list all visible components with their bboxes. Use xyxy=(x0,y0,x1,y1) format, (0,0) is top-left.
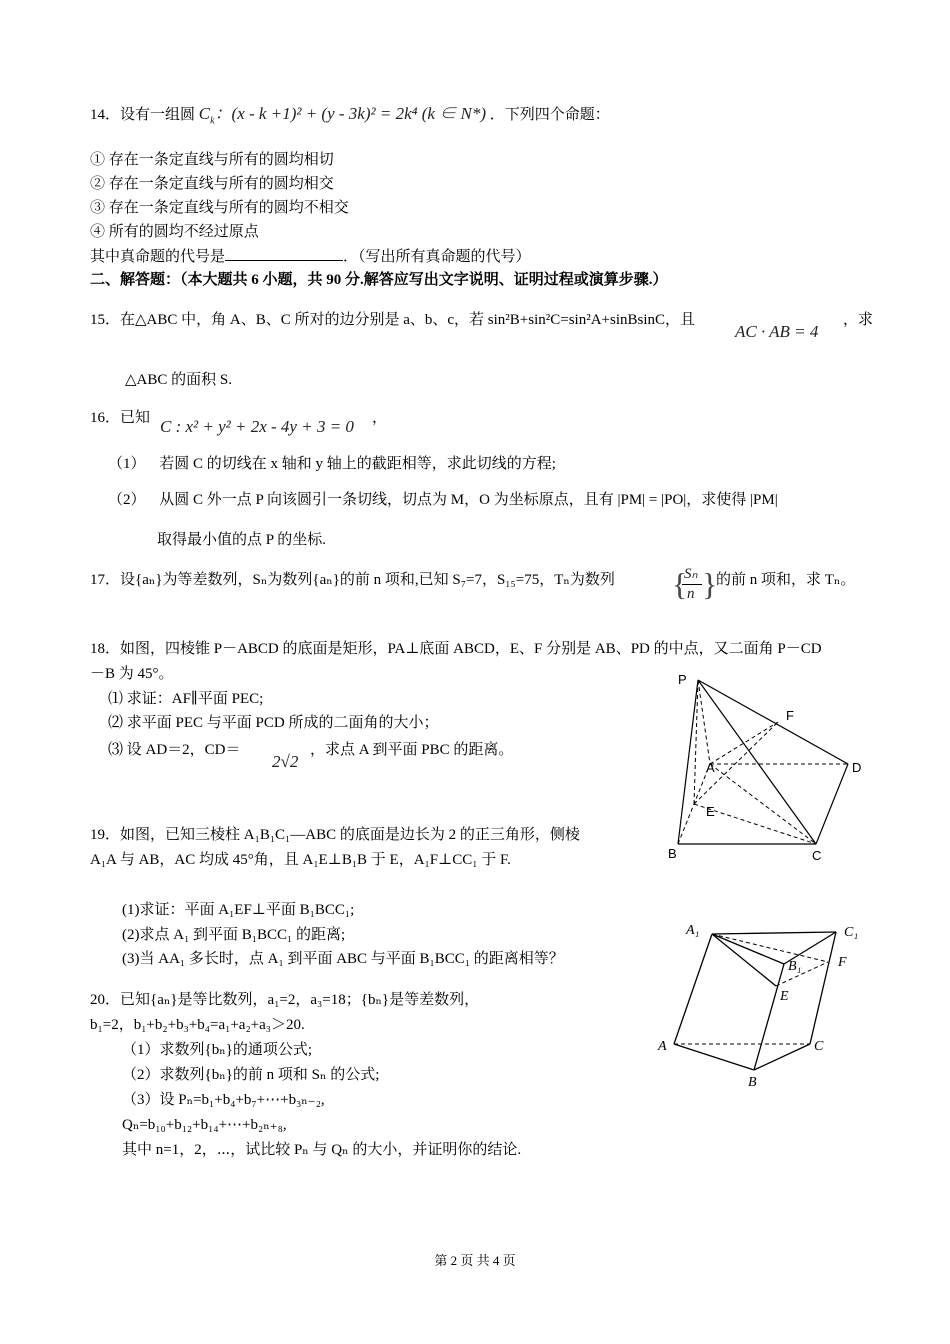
q19-label-b: B xyxy=(748,1075,757,1090)
q16-part-2 xyxy=(108,490,778,510)
q16-header xyxy=(90,408,150,428)
q16-part-1 xyxy=(108,454,556,474)
q19-line-1: 19．如图，已知三棱柱 A₁B₁C₁—ABC 的底面是边长为 2 的正三角形，侧棱 xyxy=(90,827,580,843)
q14-item-2: ② 存在一条定直线与所有的圆均相交 xyxy=(90,176,334,192)
q18-label-c: C xyxy=(812,848,822,863)
q19-label-e: E xyxy=(780,989,789,1004)
q14-item-4: ④ 所有的圆均不经过原点 xyxy=(90,224,259,240)
q15-line-2: △ABC 的面积 S. xyxy=(125,372,232,388)
q15-line-1 xyxy=(90,310,695,330)
q18-label-e: E xyxy=(706,804,715,819)
q19-label-f: F xyxy=(838,955,847,970)
q18-line-2: －B 为 45°。 xyxy=(90,666,174,682)
q14-intro: 14．设有一组圆 xyxy=(90,107,196,123)
q14-item-1: ① 存在一条定直线与所有的圆均相切 xyxy=(90,152,334,168)
q15-tail: ，求 xyxy=(843,312,874,328)
q18-sub-3 xyxy=(108,740,241,760)
q18-sub-3-a: ⑶ 设 AD＝2，CD＝ xyxy=(108,742,241,758)
q14-answer-suffix: ．（写出所有真命题的代号） xyxy=(343,249,531,265)
q14-answer-blank xyxy=(225,246,343,261)
q18-label-d: D xyxy=(852,760,862,775)
q19-line-2: A₁A 与 AB，AC 均成 45°角，且 A₁E⊥B₁B 于 E，A₁F⊥CC₁ 于 F. xyxy=(90,852,511,868)
q20-sub-4: Qₙ=b₁₀+b₁₂+b₁₄+⋯+b₂ₙ₊₈, xyxy=(122,1117,287,1133)
q16-part-2-line-2: 取得最小值的点 P 的坐标. xyxy=(157,532,327,548)
q16-part-1-number: （1） xyxy=(108,456,146,472)
q16-part-1-text: 若圆 C 的切线在 x 轴和 y 轴上的截距相等，求此切线的方程; xyxy=(159,456,556,472)
q19-sub-1: (1)求证：平面 A₁EF⊥平面 B₁BCC₁; xyxy=(122,902,355,918)
q20-sub-5: 其中 n=1，2，⋯，试比较 Pₙ 与 Qₙ 的大小，并证明你的结论. xyxy=(122,1142,522,1158)
q17-fraction: { Sₙ n } xyxy=(672,566,718,602)
q20-sub-1: （1）求数列{bₙ}的通项公式; xyxy=(122,1042,313,1058)
q15-text: 15．在△ABC 中，角 A、B、C 所对的边分别是 a、b、c，若 sin²B+sin²C=sin²A+sinBsinC，且 xyxy=(90,312,696,328)
q20-sub-2: （2）求数列{bₙ}的前 n 项和 Sₙ 的公式; xyxy=(122,1067,380,1083)
q16-tail: ， xyxy=(372,410,388,426)
q14-answer-line xyxy=(90,246,531,267)
q14-formula: $C_k$：(x - k +1)² + (y - 3k)² = 2k⁴ (k ∈ N*) xyxy=(198,104,486,127)
q18-sub-2: ⑵ 求平面 PEC 与平面 PCD 所成的二面角的大小； xyxy=(108,715,439,731)
q18-label-b: B xyxy=(668,846,677,861)
q15-formula: AC · AB = 4 xyxy=(735,322,819,341)
q18-pyramid-figure xyxy=(660,664,870,864)
q17-tail: 的前 n 项和，求 Tₙ。 xyxy=(716,572,856,588)
q20-line-1: 20．已知{aₙ}是等比数列，a₁=2，a₃=18；{bₙ}是等差数列， xyxy=(90,992,480,1008)
q16-formula: C : x² + y² + 2x - 4y + 3 = 0 xyxy=(160,417,354,436)
q20-sub-3: （3）设 Pₙ=b₁+b₄+b₇+⋯+b₃ₙ₋₂, xyxy=(122,1092,325,1108)
q19-sub-2: (2)求点 A₁ 到平面 B₁BCC₁ 的距离; xyxy=(122,927,346,943)
q19-prism-figure xyxy=(650,912,880,1092)
q17-frac-top: Sₙ xyxy=(684,566,698,582)
q18-sub-3-formula: 2√2 xyxy=(272,752,299,771)
q20-line-2: b₁=2，b₁+b₂+b₃+b₄=a₁+a₂+a₃＞20. xyxy=(90,1017,305,1033)
q18-label-a: A xyxy=(706,760,715,775)
q17-text: 17．设{aₙ}为等差数列，Sₙ为数列{aₙ}的前 n 项和,已知 S₇=7，S₁₅=75，Tₙ为数列 xyxy=(90,572,615,588)
q18-sub-3-b: ，求点 A 到平面 PBC 的距离。 xyxy=(310,742,514,758)
q16-part-2-number: （2） xyxy=(108,492,146,508)
q18-sub-1: ⑴ 求证：AF∥平面 PEC; xyxy=(108,691,264,707)
q14-tail: ．下列四个命题： xyxy=(489,107,610,123)
q16-intro: 16．已知 xyxy=(90,410,151,426)
q16-part-2-text: 从圆 C 外一点 P 向该圆引一条切线，切点为 M，O 为坐标原点，且有 |PM| = |PO|，求使得 |PM| xyxy=(159,492,778,508)
q19-label-c1: C₁ xyxy=(844,925,859,940)
q17-frac-bottom: n xyxy=(687,586,695,602)
q18-line-1: 18．如图，四棱锥 P－ABCD 的底面是矩形，PA⊥底面 ABCD，E、F 分别是 AB、PD 的中点，又二面角 P－CD xyxy=(90,641,822,657)
q14-header xyxy=(90,104,610,131)
q14-item-3: ③ 存在一条定直线与所有的圆均不相交 xyxy=(90,200,349,216)
section-2-heading: 二、解答题：（本大题共 6 小题，共 90 分.解答应写出文字说明、证明过程或演算步骤.） xyxy=(90,272,668,288)
q19-label-b1: B₁ xyxy=(788,959,802,974)
q19-label-c: C xyxy=(814,1039,824,1054)
q19-label-a: A xyxy=(658,1039,667,1054)
q14-answer-prefix: 其中真命题的代号是 xyxy=(90,249,226,265)
q18-label-p: P xyxy=(678,672,687,687)
q19-label-a1: A₁ xyxy=(686,923,700,938)
q19-sub-3: (3)当 AA₁ 多长时，点 A₁ 到平面 ABC 与平面 B₁BCC₁ 的距离相等？ xyxy=(122,951,564,967)
q18-label-f: F xyxy=(786,708,794,723)
page-footer: 第 2 页 共 4 页 xyxy=(434,1253,516,1268)
